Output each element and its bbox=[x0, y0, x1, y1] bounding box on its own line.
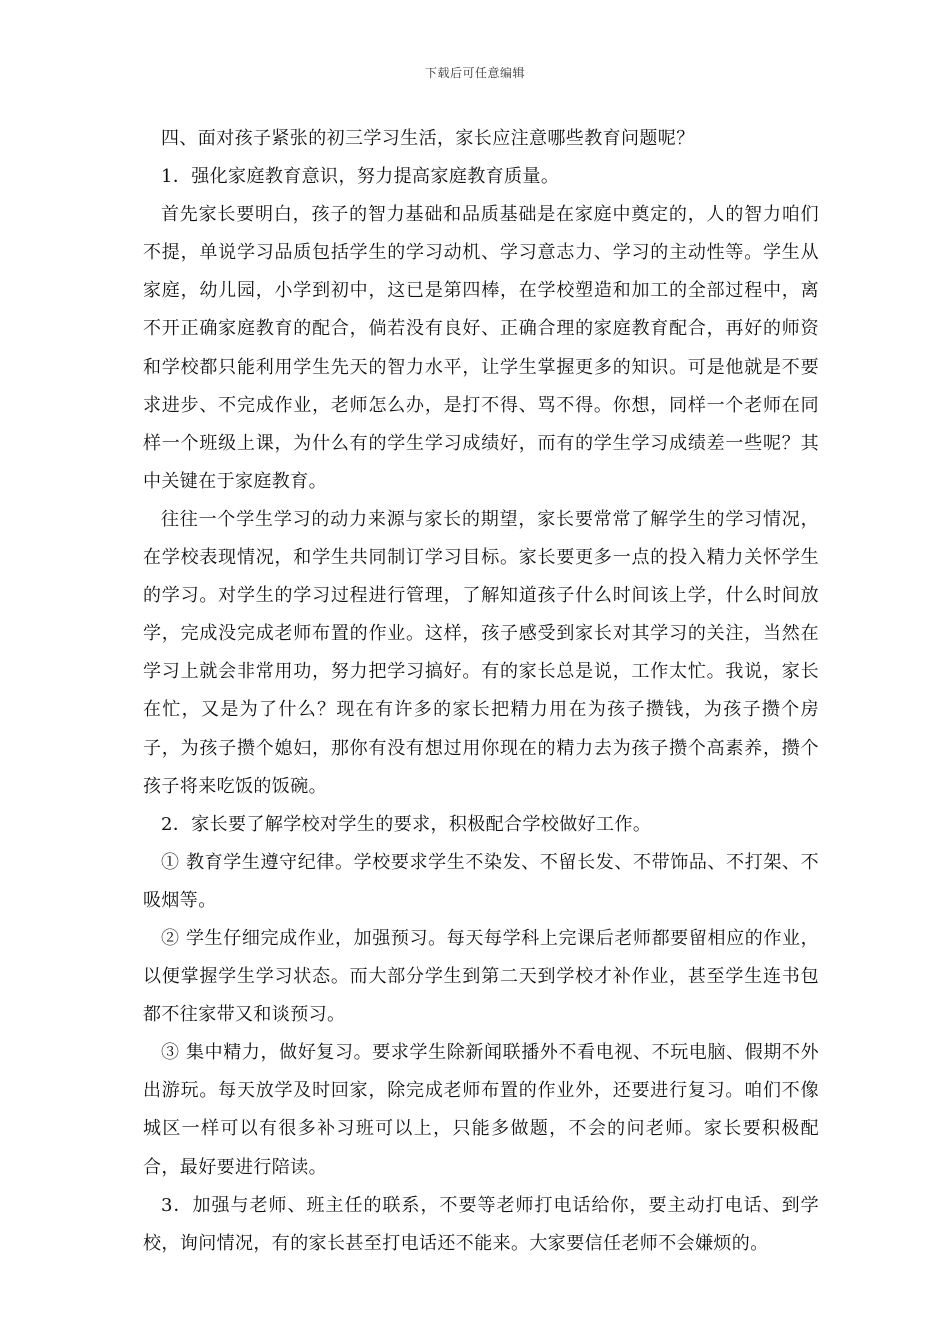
paragraph: 往往一个学生学习的动力来源与家长的期望，家长要常常了解学生的学习情况，在学校表现情况，和学生共同制订学习目标。家长要更多一点的投入精力关怀学生的学习。对学生的学习过程进行管理，了解知道孩子什么时间该上学，什么时间放学，完成没完成老师布置的作业。这样，孩子感受到家长对其学习的关注，当然在学习上就会非常用功，努力把学习搞好。有的家长总是说，工作太忙。我说，家长在忙，又是为了什么？现在有许多的家长把精力用在为孩子攒钱，为孩子攒个房子，为孩子攒个媳妇，那你有没有想过用你现在的精力去为孩子攒个高素养，攒个孩子将来吃饭的饭碗。 bbox=[143, 508, 819, 797]
list-item: ③ 集中精力，做好复习。要求学生除新闻联播外不看电视、不玩电脑、假期不外出游玩。每天放学及时回家，除完成老师布置的作业外，还要进行复习。咱们不像城区一样可以有很多补习班可以上，只能多做题，不会的问老师。家长要积极配合，最好要进行陪读。 bbox=[143, 1042, 819, 1178]
subheading-1: 1．强化家庭教育意识，努力提高家庭教育质量。 bbox=[161, 166, 560, 188]
list-item: ② 学生仔细完成作业，加强预习。每天每学科上完课后老师都要留相应的作业，以便掌握学生学习状态。而大部分学生到第二天到学校才补作业，甚至学生连书包都不往家带又和谈预习。 bbox=[143, 927, 819, 1026]
subheading-2: 2．家长要了解学校对学生的要求，积极配合学校做好工作。 bbox=[161, 813, 652, 835]
subheading-3: 3．加强与老师、班主任的联系，不要等老师打电话给你，要主动打电话、到学校，询问情况，有的家长甚至打电话还不能来。大家要信任老师不会嫌烦的。 bbox=[143, 1194, 819, 1254]
list-item: ① 教育学生遵守纪律。学校要求学生不染发、不留长发、不带饰品、不打架、不吸烟等。 bbox=[143, 851, 819, 911]
section-heading: 四、面对孩子紧张的初三学习生活，家长应注意哪些教育问题呢？ bbox=[161, 128, 695, 149]
document-body bbox=[143, 120, 819, 1263]
paragraph: 首先家长要明白，孩子的智力基础和品质基础是在家庭中奠定的，人的智力咱们不提，单说学习品质包括学生的学习动机、学习意志力、学习的主动性等。学生从家庭，幼儿园，小学到初中，这已是第四棒，在学校塑造和加工的全部过程中，离不开正确家庭教育的配合，倘若没有良好、正确合理的家庭教育配合，再好的师资和学校都只能利用学生先天的智力水平，让学生掌握更多的知识。可是他就是不要求进步、不完成作业，老师怎么办，是打不得、骂不得。你想，同样一个老师在同样一个班级上课，为什么有的学生学习成绩好，而有的学生学习成绩差一些呢？其中关键在于家庭教育。 bbox=[143, 204, 819, 492]
page-header: 下载后可任意编辑 bbox=[424, 66, 525, 80]
